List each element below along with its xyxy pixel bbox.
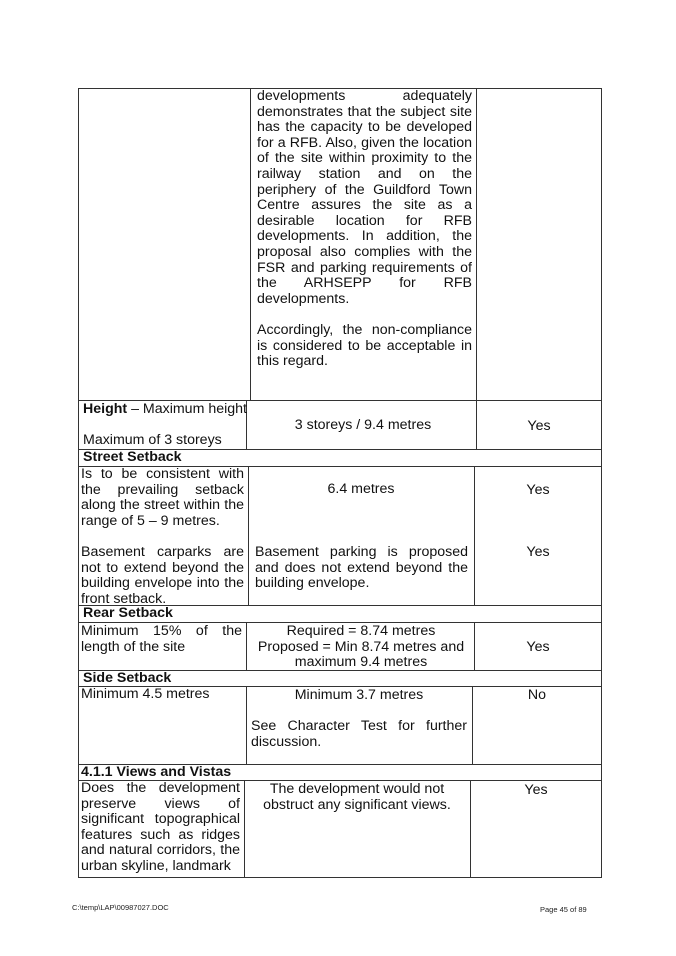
rear-proposal-proposed: Proposed = Min 8.74 metres and maximum 9.4 metres: [257, 638, 465, 671]
street-proposal-2: Basement parking is proposed and does not extend beyond the building envelope.: [255, 544, 468, 592]
height-label: [83, 402, 245, 418]
height-complies: Yes: [527, 418, 551, 434]
rear-proposal-required: Required = 8.74 metres: [286, 623, 436, 639]
row1-divider-a: [250, 88, 251, 401]
height-proposal: 3 storeys / 9.4 metres: [294, 417, 432, 433]
rear-complies: Yes: [526, 639, 550, 655]
side-control: Minimum 4.5 metres: [81, 686, 210, 702]
height-control-cell: [83, 402, 245, 449]
intro-paragraph-1: developments adequately demonstrates that the subject site has the capacity to be developed for a RFB. Also, given the location of the site within proximity to the railway station and on the periphery of the Guildford Town Centre assures the site as a desirable location for RFB developments. In addition, the proposal also complies with the FSR and parking requirements of the ARHSEPP for RFB developments.: [257, 88, 472, 307]
intro-paragraph-2: Accordingly, the non-compliance is considered to be acceptable in this regard.: [257, 321, 472, 370]
side-complies: No: [527, 687, 547, 703]
height-label-bold: Height: [83, 401, 128, 417]
row1-divider-b: [476, 88, 477, 401]
side-proposal-discussion: See Character Test for further discussion.: [251, 718, 467, 750]
street-control-1: Is to be consistent with the prevailing setback along the street within the range of 5 – 9 metres.: [81, 466, 244, 529]
side-proposal: [251, 688, 467, 750]
views-control: Does the development preserve views of significant topographical features such as ridges and natural corridors, the urban skyline, landmark: [81, 780, 240, 874]
footer-page-number: Page 45 of 89: [540, 905, 587, 914]
table-right-border: [601, 88, 602, 878]
footer-file-path: C:\temp\LAP\00987027.DOC: [72, 903, 169, 912]
height-control-text: Maximum of 3 storeys: [83, 432, 222, 449]
views-complies: Yes: [524, 782, 548, 798]
side-divider-a: [246, 686, 247, 765]
side-proposal-minimum: Minimum 3.7 metres: [294, 687, 424, 703]
views-divider-a: [244, 780, 245, 878]
rear-setback-heading: Rear Setback: [83, 605, 173, 621]
street-complies-2: Yes: [526, 544, 550, 560]
views-vistas-heading: 4.1.1 Views and Vistas: [81, 764, 232, 780]
side-setback-heading: Side Setback: [83, 670, 172, 686]
rear-divider-a: [246, 622, 247, 671]
street-control-2: Basement carparks are not to extend beyond the building envelope into the front setback.: [81, 544, 244, 607]
views-proposal: The development would not obstruct any significant views.: [263, 781, 451, 813]
street-setback-heading: Street Setback: [83, 449, 182, 465]
table-left-border: [78, 88, 79, 878]
street-complies-1: Yes: [526, 482, 550, 498]
table-bottom-border: [78, 877, 601, 878]
street-proposal-1: 6.4 metres: [327, 481, 395, 497]
rear-proposal: [251, 624, 471, 671]
height-label-rest: – Maximum height: [127, 401, 247, 417]
rear-control: Minimum 15% of the length of the site: [81, 623, 242, 655]
intro-proposal-cell: [257, 89, 472, 370]
